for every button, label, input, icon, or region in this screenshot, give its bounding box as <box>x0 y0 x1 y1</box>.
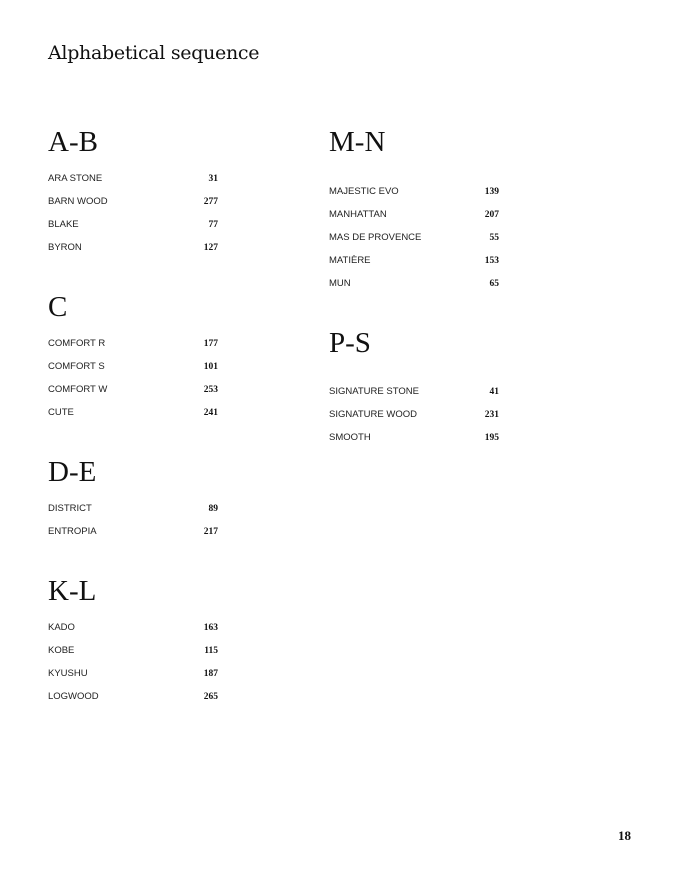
entry-name: BYRON <box>48 242 82 253</box>
entry-name: ENTROPIA <box>48 526 97 537</box>
entry-page-number: 41 <box>489 387 499 397</box>
index-entry[interactable] <box>48 355 218 378</box>
entry-page-number: 127 <box>203 243 218 253</box>
entry-page-number: 31 <box>208 174 218 184</box>
entry-name: CUTE <box>48 407 74 418</box>
index-entry[interactable] <box>48 685 218 708</box>
entry-page-number: 253 <box>203 385 218 395</box>
entry-page-number: 195 <box>484 433 499 443</box>
entry-name: MAS DE PROVENCE <box>329 232 422 243</box>
section-heading: K-L <box>48 575 97 607</box>
entry-page-number: 65 <box>489 279 499 289</box>
entry-name: SIGNATURE WOOD <box>329 409 417 420</box>
index-section-p-s <box>329 328 499 449</box>
entry-name: MUN <box>329 278 351 289</box>
page-number: 18 <box>618 828 631 843</box>
entry-name: BARN WOOD <box>48 196 108 207</box>
entry-name: KOBE <box>48 645 75 656</box>
entry-page-number: 139 <box>484 187 499 197</box>
index-entry[interactable] <box>329 426 499 449</box>
index-entry[interactable] <box>48 190 218 213</box>
entry-name: ARA STONE <box>48 173 103 184</box>
index-entry[interactable] <box>329 180 499 203</box>
index-entry[interactable] <box>48 616 218 639</box>
entry-page-number: 153 <box>484 256 499 266</box>
entry-name: KYUSHU <box>48 668 88 679</box>
index-entry[interactable] <box>48 167 218 190</box>
entry-name: COMFORT R <box>48 338 106 349</box>
index-entry[interactable] <box>48 497 218 520</box>
section-heading: A-B <box>48 126 98 158</box>
entry-name: MAJESTIC EVO <box>329 186 399 197</box>
index-section-m-n <box>329 127 499 295</box>
entry-page-number: 89 <box>208 504 218 514</box>
entry-name: LOGWOOD <box>48 691 99 702</box>
section-heading: D-E <box>48 456 97 488</box>
entry-page-number: 231 <box>484 410 499 420</box>
entry-page-number: 163 <box>203 623 218 633</box>
index-entry[interactable] <box>48 520 218 543</box>
entry-page-number: 115 <box>204 646 218 656</box>
index-entry[interactable] <box>329 272 499 295</box>
entry-page-number: 277 <box>203 197 218 207</box>
index-entry[interactable] <box>48 662 218 685</box>
entry-page-number: 265 <box>203 692 218 702</box>
index-entry[interactable] <box>329 203 499 226</box>
entry-page-number: 177 <box>203 339 218 349</box>
index-entry[interactable] <box>48 401 218 424</box>
index-entry[interactable] <box>48 332 218 355</box>
index-entry[interactable] <box>48 236 218 259</box>
section-heading: P-S <box>329 327 371 359</box>
index-entry[interactable] <box>48 213 218 236</box>
entry-page-number: 101 <box>203 362 218 372</box>
index-entry[interactable] <box>329 403 499 426</box>
entry-page-number: 241 <box>203 408 218 418</box>
index-section-d-e <box>48 457 218 543</box>
entry-name: DISTRICT <box>48 503 92 514</box>
index-entry[interactable] <box>48 378 218 401</box>
entry-name: COMFORT W <box>48 384 108 395</box>
index-entry[interactable] <box>48 639 218 662</box>
index-section-c <box>48 292 218 424</box>
entry-page-number: 217 <box>203 527 218 537</box>
entry-name: MANHATTAN <box>329 209 387 220</box>
entry-name: SMOOTH <box>329 432 371 443</box>
index-section-a-b <box>48 127 218 259</box>
entry-page-number: 187 <box>203 669 218 679</box>
section-heading: C <box>48 291 68 323</box>
page-title: Alphabetical sequence <box>48 42 260 64</box>
entry-page-number: 77 <box>208 220 218 230</box>
entry-name: BLAKE <box>48 219 79 230</box>
entry-name: KADO <box>48 622 75 633</box>
entry-page-number: 55 <box>489 233 499 243</box>
entry-name: MATIÈRE <box>329 255 371 266</box>
index-entry[interactable] <box>329 249 499 272</box>
section-heading: M-N <box>329 126 386 158</box>
entry-name: COMFORT S <box>48 361 105 372</box>
index-entry[interactable] <box>329 380 499 403</box>
entry-page-number: 207 <box>484 210 499 220</box>
index-section-k-l <box>48 576 218 708</box>
entry-name: SIGNATURE STONE <box>329 386 419 397</box>
index-entry[interactable] <box>329 226 499 249</box>
